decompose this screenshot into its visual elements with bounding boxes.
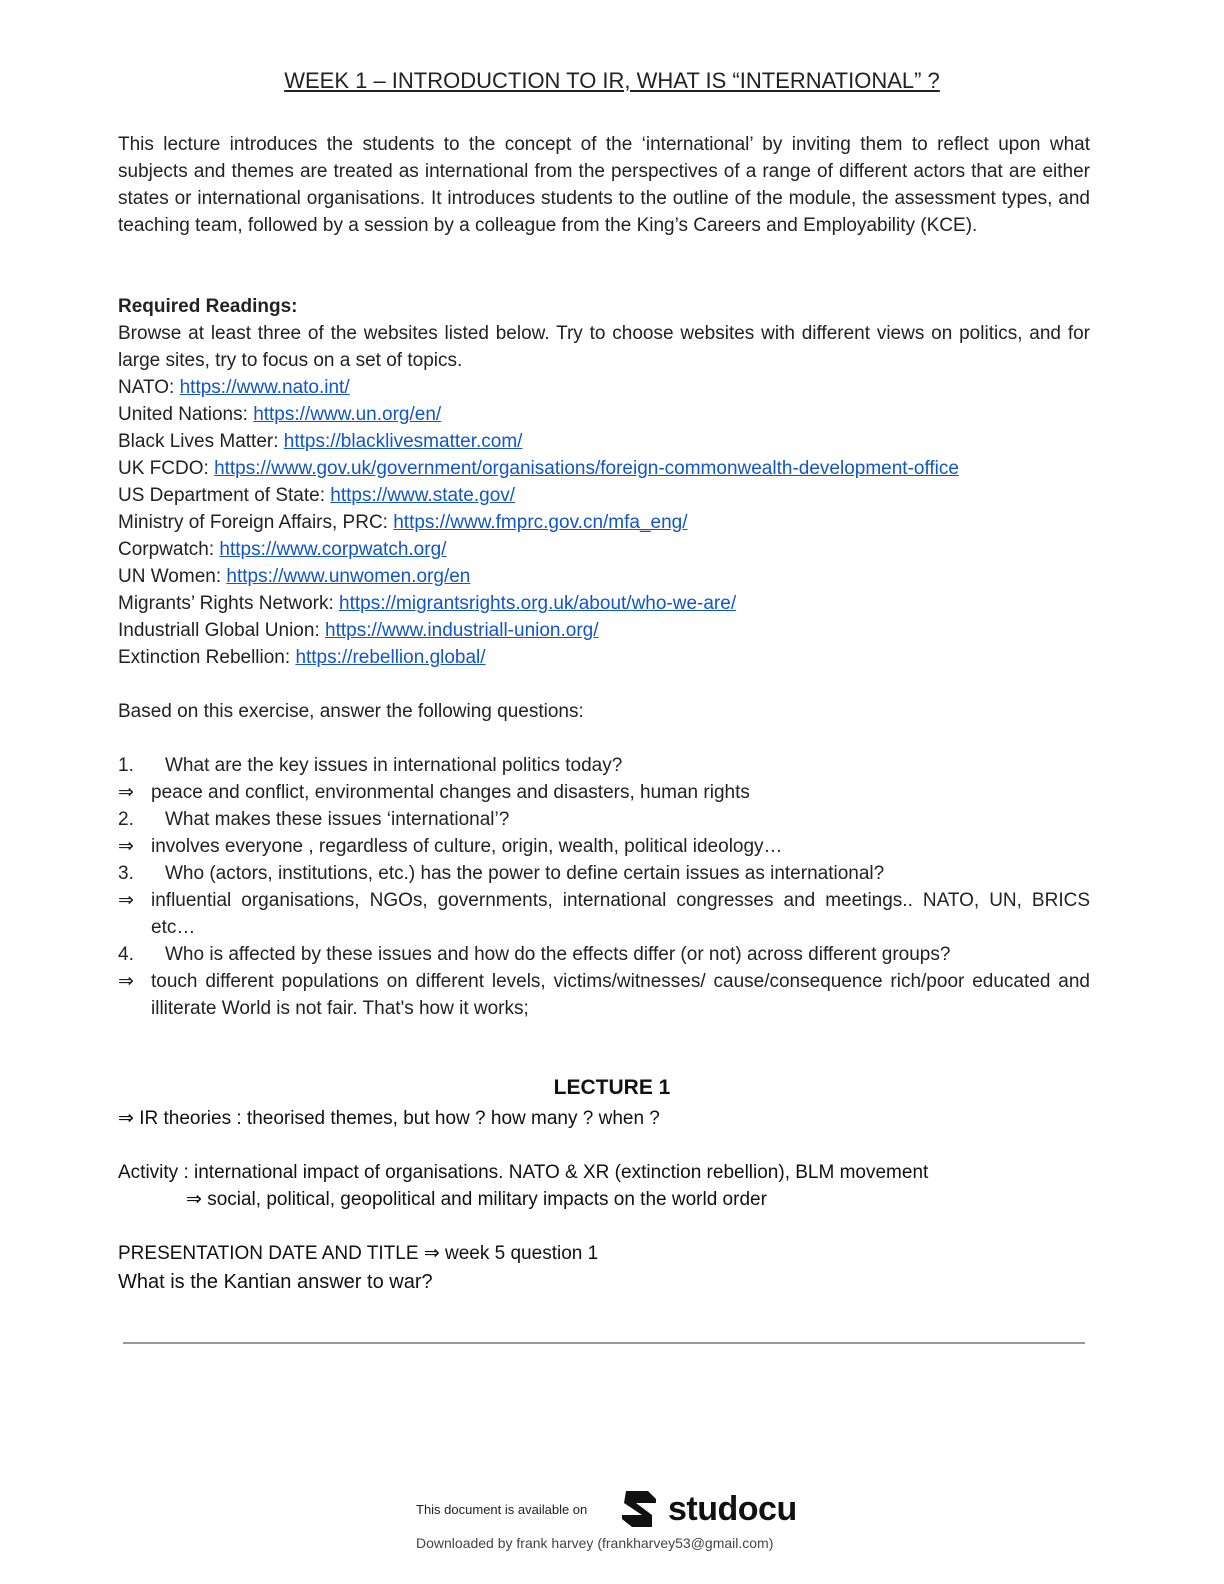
question-text: What makes these issues ‘international’? bbox=[165, 809, 510, 830]
readings-heading: Required Readings: bbox=[118, 296, 298, 317]
question-item bbox=[118, 806, 1090, 833]
presentation-line: PRESENTATION DATE AND TITLE ⇒ week 5 question 1 bbox=[118, 1243, 599, 1264]
answer-item bbox=[118, 968, 1090, 1022]
studocu-logo[interactable] bbox=[618, 1487, 797, 1531]
question-number: 1. bbox=[118, 755, 134, 776]
reading-link[interactable]: https://www.un.org/en/ bbox=[253, 404, 442, 425]
answer-text: involves everyone , regardless of culture, origin, wealth, political ideology… bbox=[151, 836, 783, 857]
reading-link-item bbox=[118, 617, 1090, 644]
question-item bbox=[118, 752, 1090, 779]
answer-text: influential organisations, NGOs, governments, international congresses and meetings.. NATO, UN, BRICS etc… bbox=[151, 890, 1090, 938]
reading-link-label: NATO: bbox=[118, 377, 180, 398]
readings-section bbox=[118, 293, 1090, 671]
reading-link-item bbox=[118, 374, 1090, 401]
reading-link-label: Migrants’ Rights Network: bbox=[118, 593, 340, 614]
answer-item bbox=[118, 833, 1090, 860]
reading-link[interactable]: https://www.industriall-union.org/ bbox=[325, 620, 599, 641]
reading-link[interactable]: https://www.corpwatch.org/ bbox=[219, 539, 447, 560]
activity-sub-line: ⇒ social, political, geopolitical and military impacts on the world order bbox=[186, 1189, 767, 1210]
page-title: WEEK 1 – INTRODUCTION TO IR, WHAT IS “INTERNATIONAL” ? bbox=[284, 68, 940, 93]
reading-link[interactable]: https://rebellion.global/ bbox=[295, 647, 486, 668]
readings-instructions: Browse at least three of the websites listed below. Try to choose websites with different views on politics, and for large sites, try to focus on a set of topics. bbox=[118, 323, 1090, 371]
reading-link-item bbox=[118, 563, 1090, 590]
answer-item bbox=[118, 887, 1090, 941]
reading-link-item bbox=[118, 428, 1090, 455]
reading-link-label: Industriall Global Union: bbox=[118, 620, 325, 641]
readings-links bbox=[118, 374, 1090, 671]
questions-list bbox=[118, 752, 1090, 1022]
footer-available-text: This document is available on bbox=[416, 1502, 588, 1517]
studocu-logo-icon bbox=[618, 1487, 662, 1531]
reading-link-label: United Nations: bbox=[118, 404, 254, 425]
question-number: 2. bbox=[118, 809, 134, 830]
answer-text: touch different populations on different levels, victims/witnesses/ cause/consequence rich/poor educated and illiterate World is not fair. That's how it works; bbox=[151, 971, 1090, 1019]
lecture-line: ⇒ IR theories : theorised themes, but how ? how many ? when ? bbox=[118, 1108, 660, 1129]
arrow-icon: ⇒ bbox=[118, 782, 134, 803]
reading-link[interactable]: https://www.gov.uk/government/organisations/foreign-commonwealth-development-office bbox=[214, 458, 959, 479]
reading-link-item bbox=[118, 536, 1090, 563]
reading-link-item bbox=[118, 482, 1090, 509]
reading-link-item bbox=[118, 644, 1090, 671]
reading-link-label: US Department of State: bbox=[118, 485, 331, 506]
divider bbox=[123, 1342, 1085, 1344]
reading-link-label: Extinction Rebellion: bbox=[118, 647, 296, 668]
answer-text: peace and conflict, environmental changes and disasters, human rights bbox=[151, 782, 750, 803]
question-number: 4. bbox=[118, 944, 134, 965]
question-text: What are the key issues in international politics today? bbox=[165, 755, 623, 776]
reading-link[interactable]: https://www.unwomen.org/en bbox=[226, 566, 471, 587]
studocu-brand: studocu bbox=[668, 1489, 797, 1528]
arrow-icon: ⇒ bbox=[118, 836, 134, 857]
lecture-notes bbox=[118, 1105, 1090, 1297]
questions-intro: Based on this exercise, answer the following questions: bbox=[118, 701, 584, 722]
reading-link-label: UK FCDO: bbox=[118, 458, 215, 479]
question-item bbox=[118, 941, 1090, 968]
reading-link-item bbox=[118, 509, 1090, 536]
reading-link[interactable]: https://www.nato.int/ bbox=[179, 377, 350, 398]
activity-line: Activity : international impact of organisations. NATO & XR (extinction rebellion), BLM movement bbox=[118, 1162, 929, 1183]
reading-link-label: Ministry of Foreign Affairs, PRC: bbox=[118, 512, 394, 533]
question-item bbox=[118, 860, 1090, 887]
reading-link[interactable]: https://migrantsrights.org.uk/about/who-we-are/ bbox=[339, 593, 737, 614]
footer-downloaded-text: Downloaded by frank harvey (frankharvey53@gmail.com) bbox=[416, 1535, 774, 1551]
intro-paragraph: This lecture introduces the students to the concept of the ‘international’ by inviting them to reflect upon what subjects and themes are treated as international from the perspectives of a range of different actors that are either states or international organisations. It introduces students to the outline of the module, the assessment types, and teaching team, followed by a session by a colleague from the King’s Careers and Employability (KCE). bbox=[118, 134, 1090, 236]
question-text: Who is affected by these issues and how do the effects differ (or not) across different groups? bbox=[165, 944, 951, 965]
reading-link[interactable]: https://www.fmprc.gov.cn/mfa_eng/ bbox=[393, 512, 688, 533]
question-number: 3. bbox=[118, 863, 134, 884]
reading-link[interactable]: https://www.state.gov/ bbox=[330, 485, 516, 506]
lecture-heading: LECTURE 1 bbox=[553, 1076, 671, 1099]
reading-link[interactable]: https://blacklivesmatter.com/ bbox=[283, 431, 523, 452]
arrow-icon: ⇒ bbox=[118, 971, 134, 992]
reading-link-label: Black Lives Matter: bbox=[118, 431, 284, 452]
answer-item bbox=[118, 779, 1090, 806]
reading-link-item bbox=[118, 590, 1090, 617]
arrow-icon: ⇒ bbox=[118, 890, 134, 911]
reading-link-label: UN Women: bbox=[118, 566, 227, 587]
question-text: Who (actors, institutions, etc.) has the power to define certain issues as international? bbox=[165, 863, 885, 884]
reading-link-item bbox=[118, 401, 1090, 428]
presentation-question: What is the Kantian answer to war? bbox=[118, 1271, 433, 1293]
reading-link-label: Corpwatch: bbox=[118, 539, 220, 560]
reading-link-item bbox=[118, 455, 1090, 482]
